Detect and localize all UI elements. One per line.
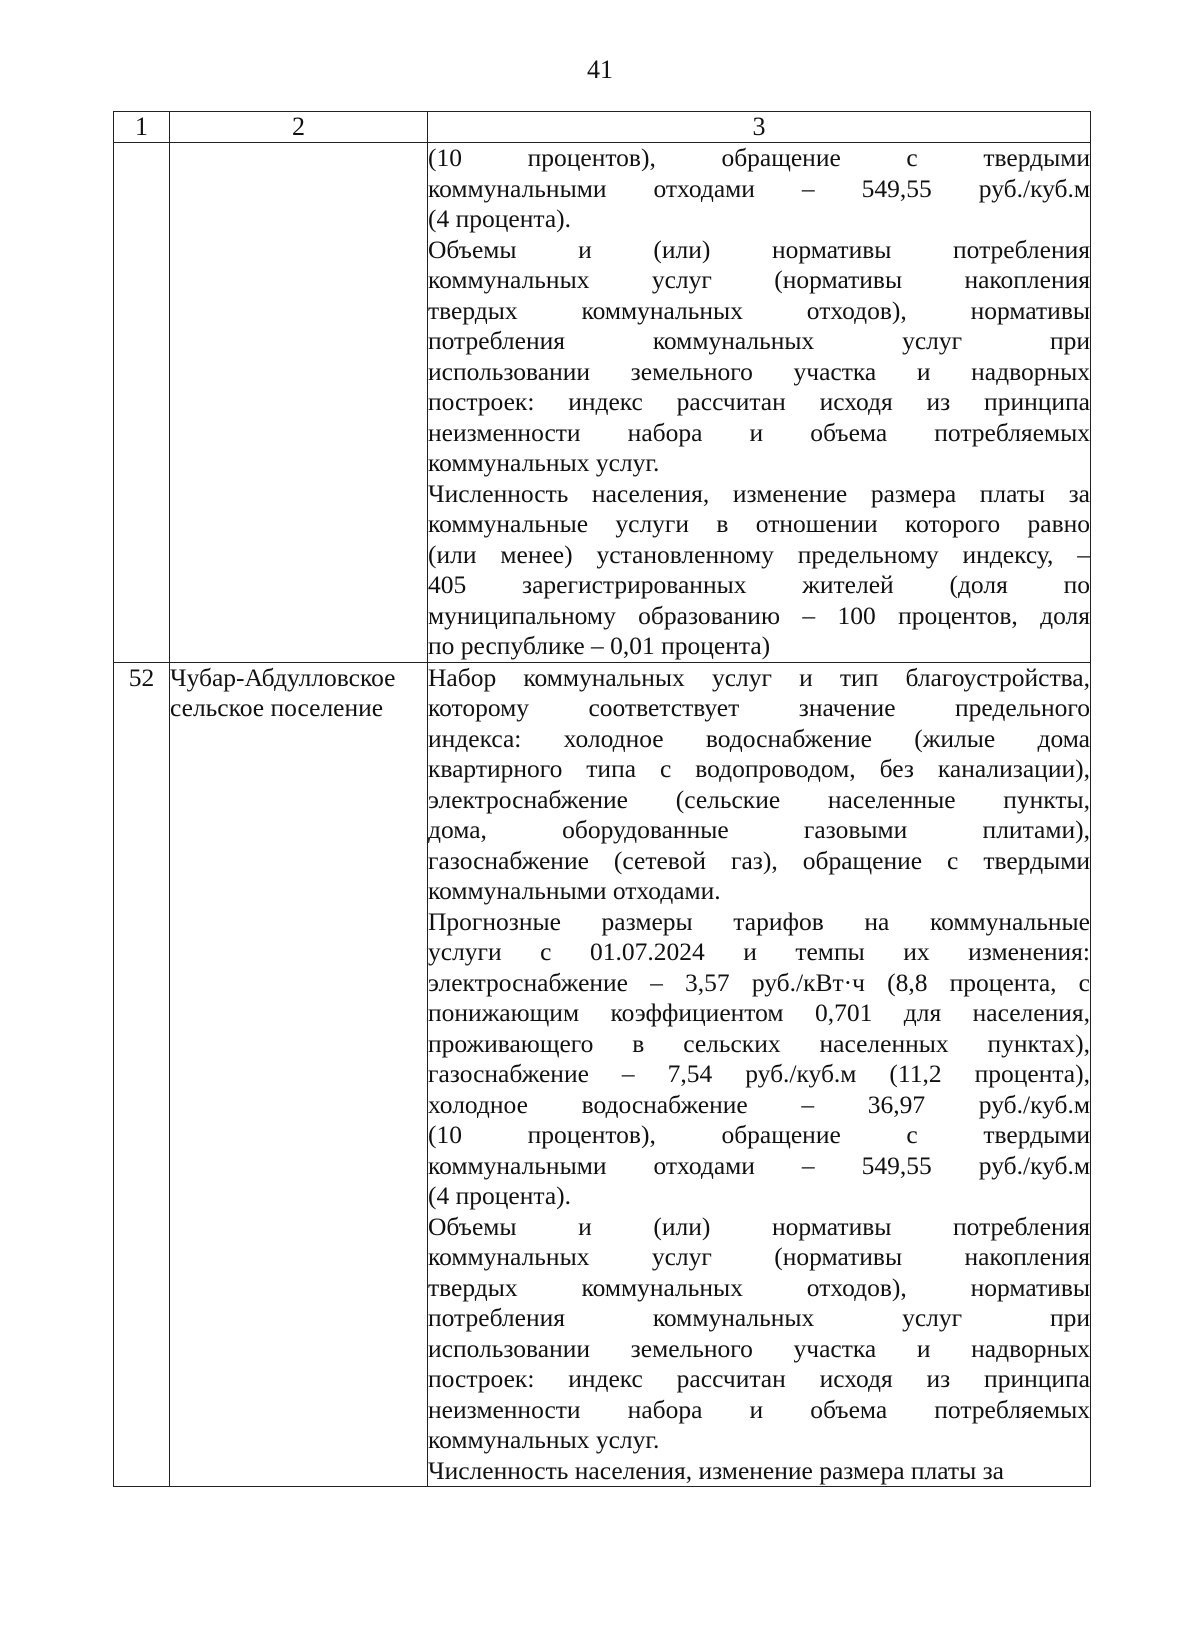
text-line: (4 процента). <box>428 204 572 233</box>
text-line: дома, оборудованные газовыми плитами), <box>428 815 1090 844</box>
text-line: твердых коммунальных отходов), нормативы <box>428 1272 1090 1302</box>
text-line: коммунальными отходами. <box>428 876 721 905</box>
text-line: Набор коммунальных услуг и тип благоустройства, <box>428 662 1090 692</box>
page-number: 41 <box>587 55 613 84</box>
text-line: услуги с 01.07.2024 и темпы их изменения: <box>428 937 1090 966</box>
municipal-index-table <box>113 111 1091 1487</box>
table-row <box>114 143 1091 663</box>
description-paragraph <box>428 235 1090 479</box>
text-line: холодное водоснабжение – 36,97 руб./куб.м <box>428 1089 1090 1119</box>
text-line: квартирного типа с водопроводом, без канализации), <box>428 754 1090 783</box>
column-header-description: 3 <box>428 112 1091 143</box>
table-header-row <box>114 112 1091 143</box>
text-line: коммунальных услуг (нормативы накопления <box>428 265 1090 294</box>
text-line: (4 процента). <box>428 1181 572 1210</box>
description-paragraph <box>428 663 1090 907</box>
text-line: газоснабжение (сетевой газ), обращение с твердыми <box>428 845 1090 875</box>
column-header-number: 1 <box>114 112 170 143</box>
description-cell <box>428 143 1091 663</box>
description-paragraph <box>428 1212 1090 1456</box>
text-line: неизменности набора и объема потребляемых <box>428 417 1090 447</box>
text-line: построек: индекс рассчитан исходя из принципа <box>428 387 1090 416</box>
text-line: индекса: холодное водоснабжение (жилые дома <box>428 723 1090 753</box>
text-line: коммунальных услуг (нормативы накопления <box>428 1242 1090 1271</box>
text-line: коммунальными отходами – 549,55 руб./куб.м <box>428 1150 1090 1180</box>
row-number-cell: 52 <box>114 662 170 1487</box>
text-line: которому соответствует значение предельного <box>428 693 1090 722</box>
text-line: Численность населения, изменение размера платы за <box>428 478 1090 508</box>
text-line: использовании земельного участка и надворных <box>428 1333 1090 1363</box>
text-line: (10 процентов), обращение с твердыми <box>428 1120 1090 1149</box>
description-paragraph <box>428 907 1090 1212</box>
column-header-name: 2 <box>170 112 428 143</box>
text-line: потребления коммунальных услуг при <box>428 326 1090 355</box>
text-line: использовании земельного участка и надворных <box>428 356 1090 386</box>
text-line: электроснабжение (сельские населенные пункты, <box>428 784 1090 814</box>
description-paragraph <box>428 143 1090 235</box>
settlement-name-cell <box>170 143 428 663</box>
text-line: по республике – 0,01 процента) <box>428 631 771 660</box>
text-line: Численность населения, изменение размера платы за <box>428 1455 1004 1485</box>
text-line: коммунальные услуги в отношении которого равно <box>428 509 1090 538</box>
text-line: Объемы и (или) нормативы потребления <box>428 234 1090 264</box>
text-line: Объемы и (или) нормативы потребления <box>428 1211 1090 1241</box>
settlement-name-line: Чубар-Абдулловское <box>170 662 396 692</box>
text-line: потребления коммунальных услуг при <box>428 1303 1090 1332</box>
text-line: понижающим коэффициентом 0,701 для населения, <box>428 998 1090 1027</box>
text-line: твердых коммунальных отходов), нормативы <box>428 295 1090 325</box>
text-line: Прогнозные размеры тарифов на коммунальные <box>428 906 1090 936</box>
text-line: 405 зарегистрированных жителей (доля по <box>428 570 1090 599</box>
text-line: неизменности набора и объема потребляемых <box>428 1394 1090 1424</box>
text-line: построек: индекс рассчитан исходя из принципа <box>428 1364 1090 1393</box>
text-line: коммунальных услуг. <box>428 1425 660 1454</box>
text-line: муниципальному образованию – 100 процентов, доля <box>428 600 1090 630</box>
text-line: (или менее) установленному предельному индексу, – <box>428 539 1090 569</box>
settlement-name-line: сельское поселение <box>170 693 384 722</box>
text-line: коммунальных услуг. <box>428 448 660 477</box>
text-line: проживающего в сельских населенных пунктах), <box>428 1028 1090 1058</box>
description-paragraph <box>428 1456 1090 1487</box>
text-line: газоснабжение – 7,54 руб./куб.м (11,2 процента), <box>428 1059 1090 1088</box>
text-line: (10 процентов), обращение с твердыми <box>428 143 1090 172</box>
text-line: электроснабжение – 3,57 руб./кВт·ч (8,8 процента, с <box>428 967 1090 997</box>
table-row <box>114 662 1091 1487</box>
text-line: коммунальными отходами – 549,55 руб./куб.м <box>428 173 1090 203</box>
row-number-cell <box>114 143 170 663</box>
description-cell <box>428 662 1091 1487</box>
description-paragraph <box>428 479 1090 662</box>
settlement-name-cell <box>170 662 428 1487</box>
